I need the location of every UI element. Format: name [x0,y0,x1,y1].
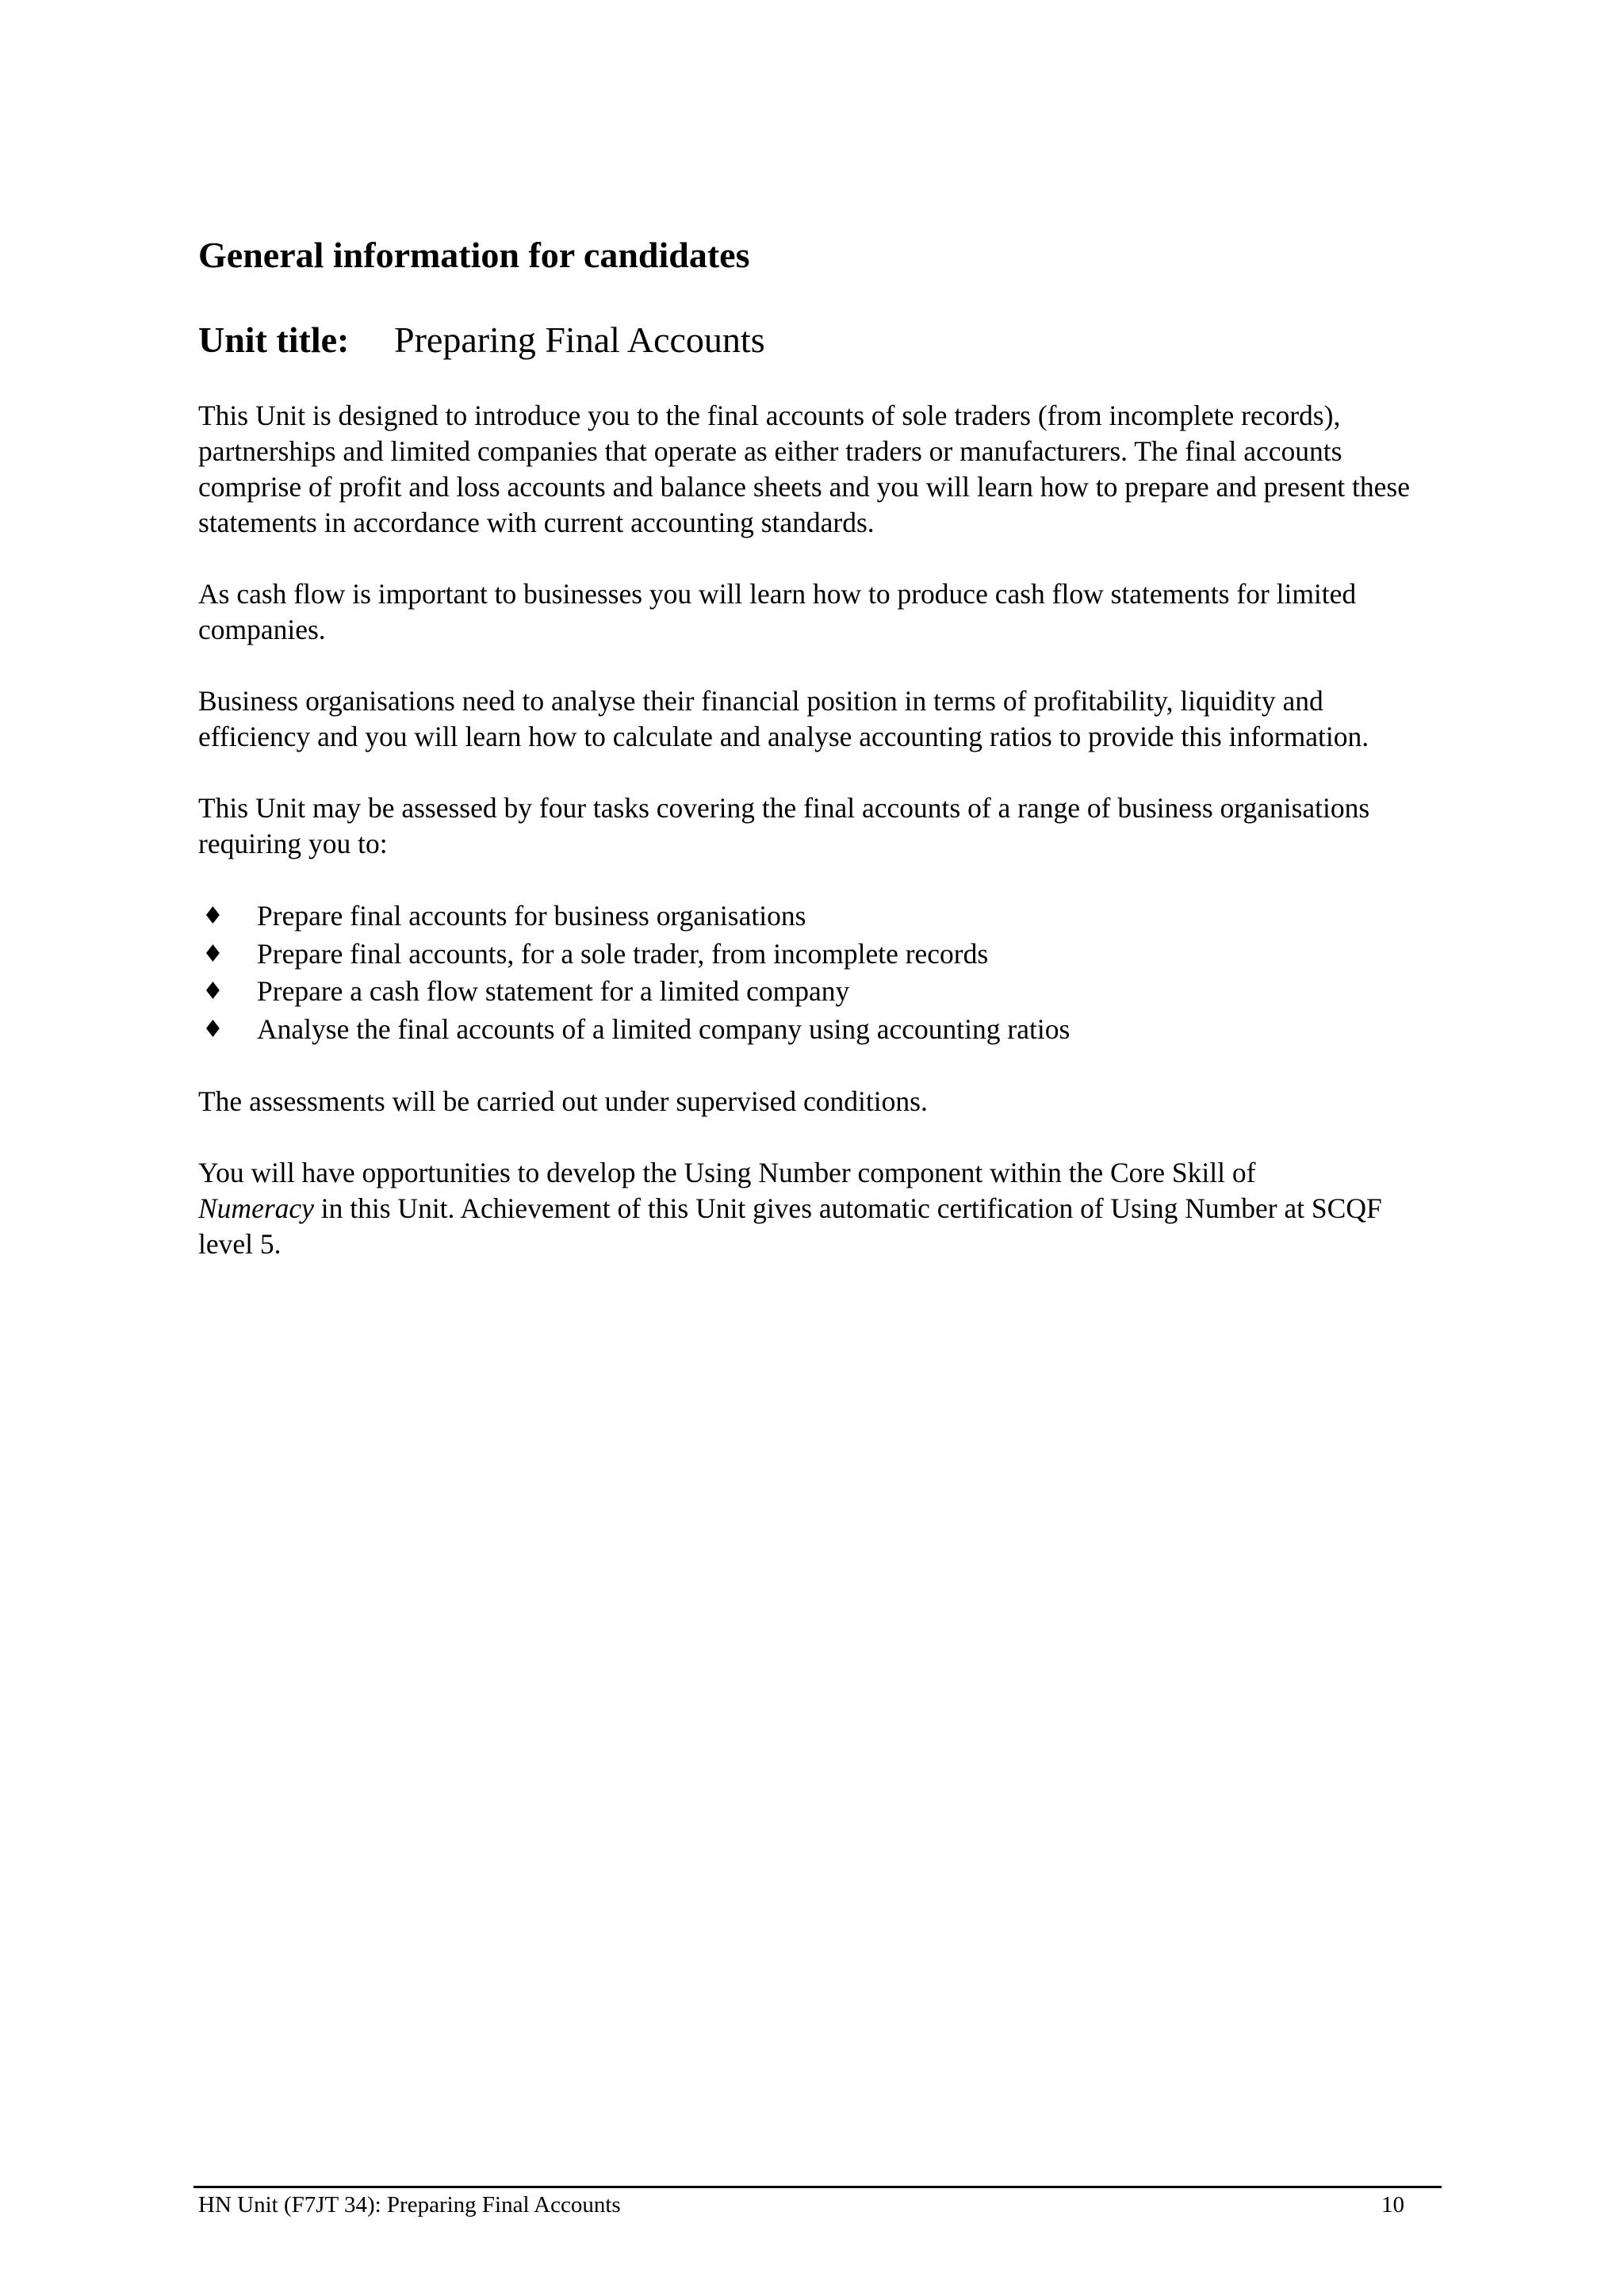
list-item [198,936,1440,974]
unit-title-value: Preparing Final Accounts [394,320,765,360]
task-list [198,897,1440,1048]
footer-page-number: 10 [1381,2192,1404,2218]
document-page [198,0,1440,2296]
list-item [198,973,1440,1011]
body-text [198,398,1440,1298]
paragraph-cash-flow: As cash flow is important to businesses you will learn how to produce cash flow statements for limited companies. [198,578,1357,645]
diamond-bullet-icon: ♦ [202,939,224,968]
diamond-bullet-icon: ♦ [202,1015,224,1043]
unit-title-row [198,316,765,364]
unit-title-label: Unit title: [198,320,350,360]
paragraph-core-skill [198,1155,1440,1262]
footer-divider [193,2186,1442,2188]
list-item-text: Prepare final accounts, for a sole trader, from incomplete records [257,937,989,970]
core-skill-text-after: in this Unit. Achievement of this Unit gives automatic certification of Using Number at SCQF level 5. [198,1192,1382,1260]
list-item-text: Analyse the final accounts of a limited company using accounting ratios [257,1012,1071,1045]
list-item-text: Prepare a cash flow statement for a limited company [257,975,850,1007]
paragraph-supervised-conditions: The assessments will be carried out under supervised conditions. [198,1085,928,1117]
paragraph-intro: This Unit is designed to introduce you to the final accounts of sole traders (from incomplete records), partnerships and limited companies that operate as either traders or manufacturers. The final accounts comprise of profit and loss accounts and balance sheets and you will learn how to prepare and present these statements in accordance with current accounting standards. [198,400,1410,538]
paragraph-ratios: Business organisations need to analyse their financial position in terms of profitability, liquidity and efficiency and you will learn how to calculate and analyse accounting ratios to provide this information. [198,685,1369,752]
paragraph-assessment-tasks: This Unit may be assessed by four tasks covering the final accounts of a range of business organisations requiring you to: [198,792,1370,859]
list-item [198,1011,1440,1049]
core-skill-text-before: You will have opportunities to develop the Using Number component within the Core Skill of [198,1157,1256,1188]
page-heading: General information for candidates [198,235,750,275]
footer-unit-reference: HN Unit (F7JT 34): Preparing Final Accounts [198,2192,621,2218]
list-item [198,897,1440,936]
list-item-text: Prepare final accounts for business organisations [257,900,806,932]
diamond-bullet-icon: ♦ [202,902,224,930]
core-skill-name: Numeracy [198,1192,314,1224]
diamond-bullet-icon: ♦ [202,978,224,1005]
